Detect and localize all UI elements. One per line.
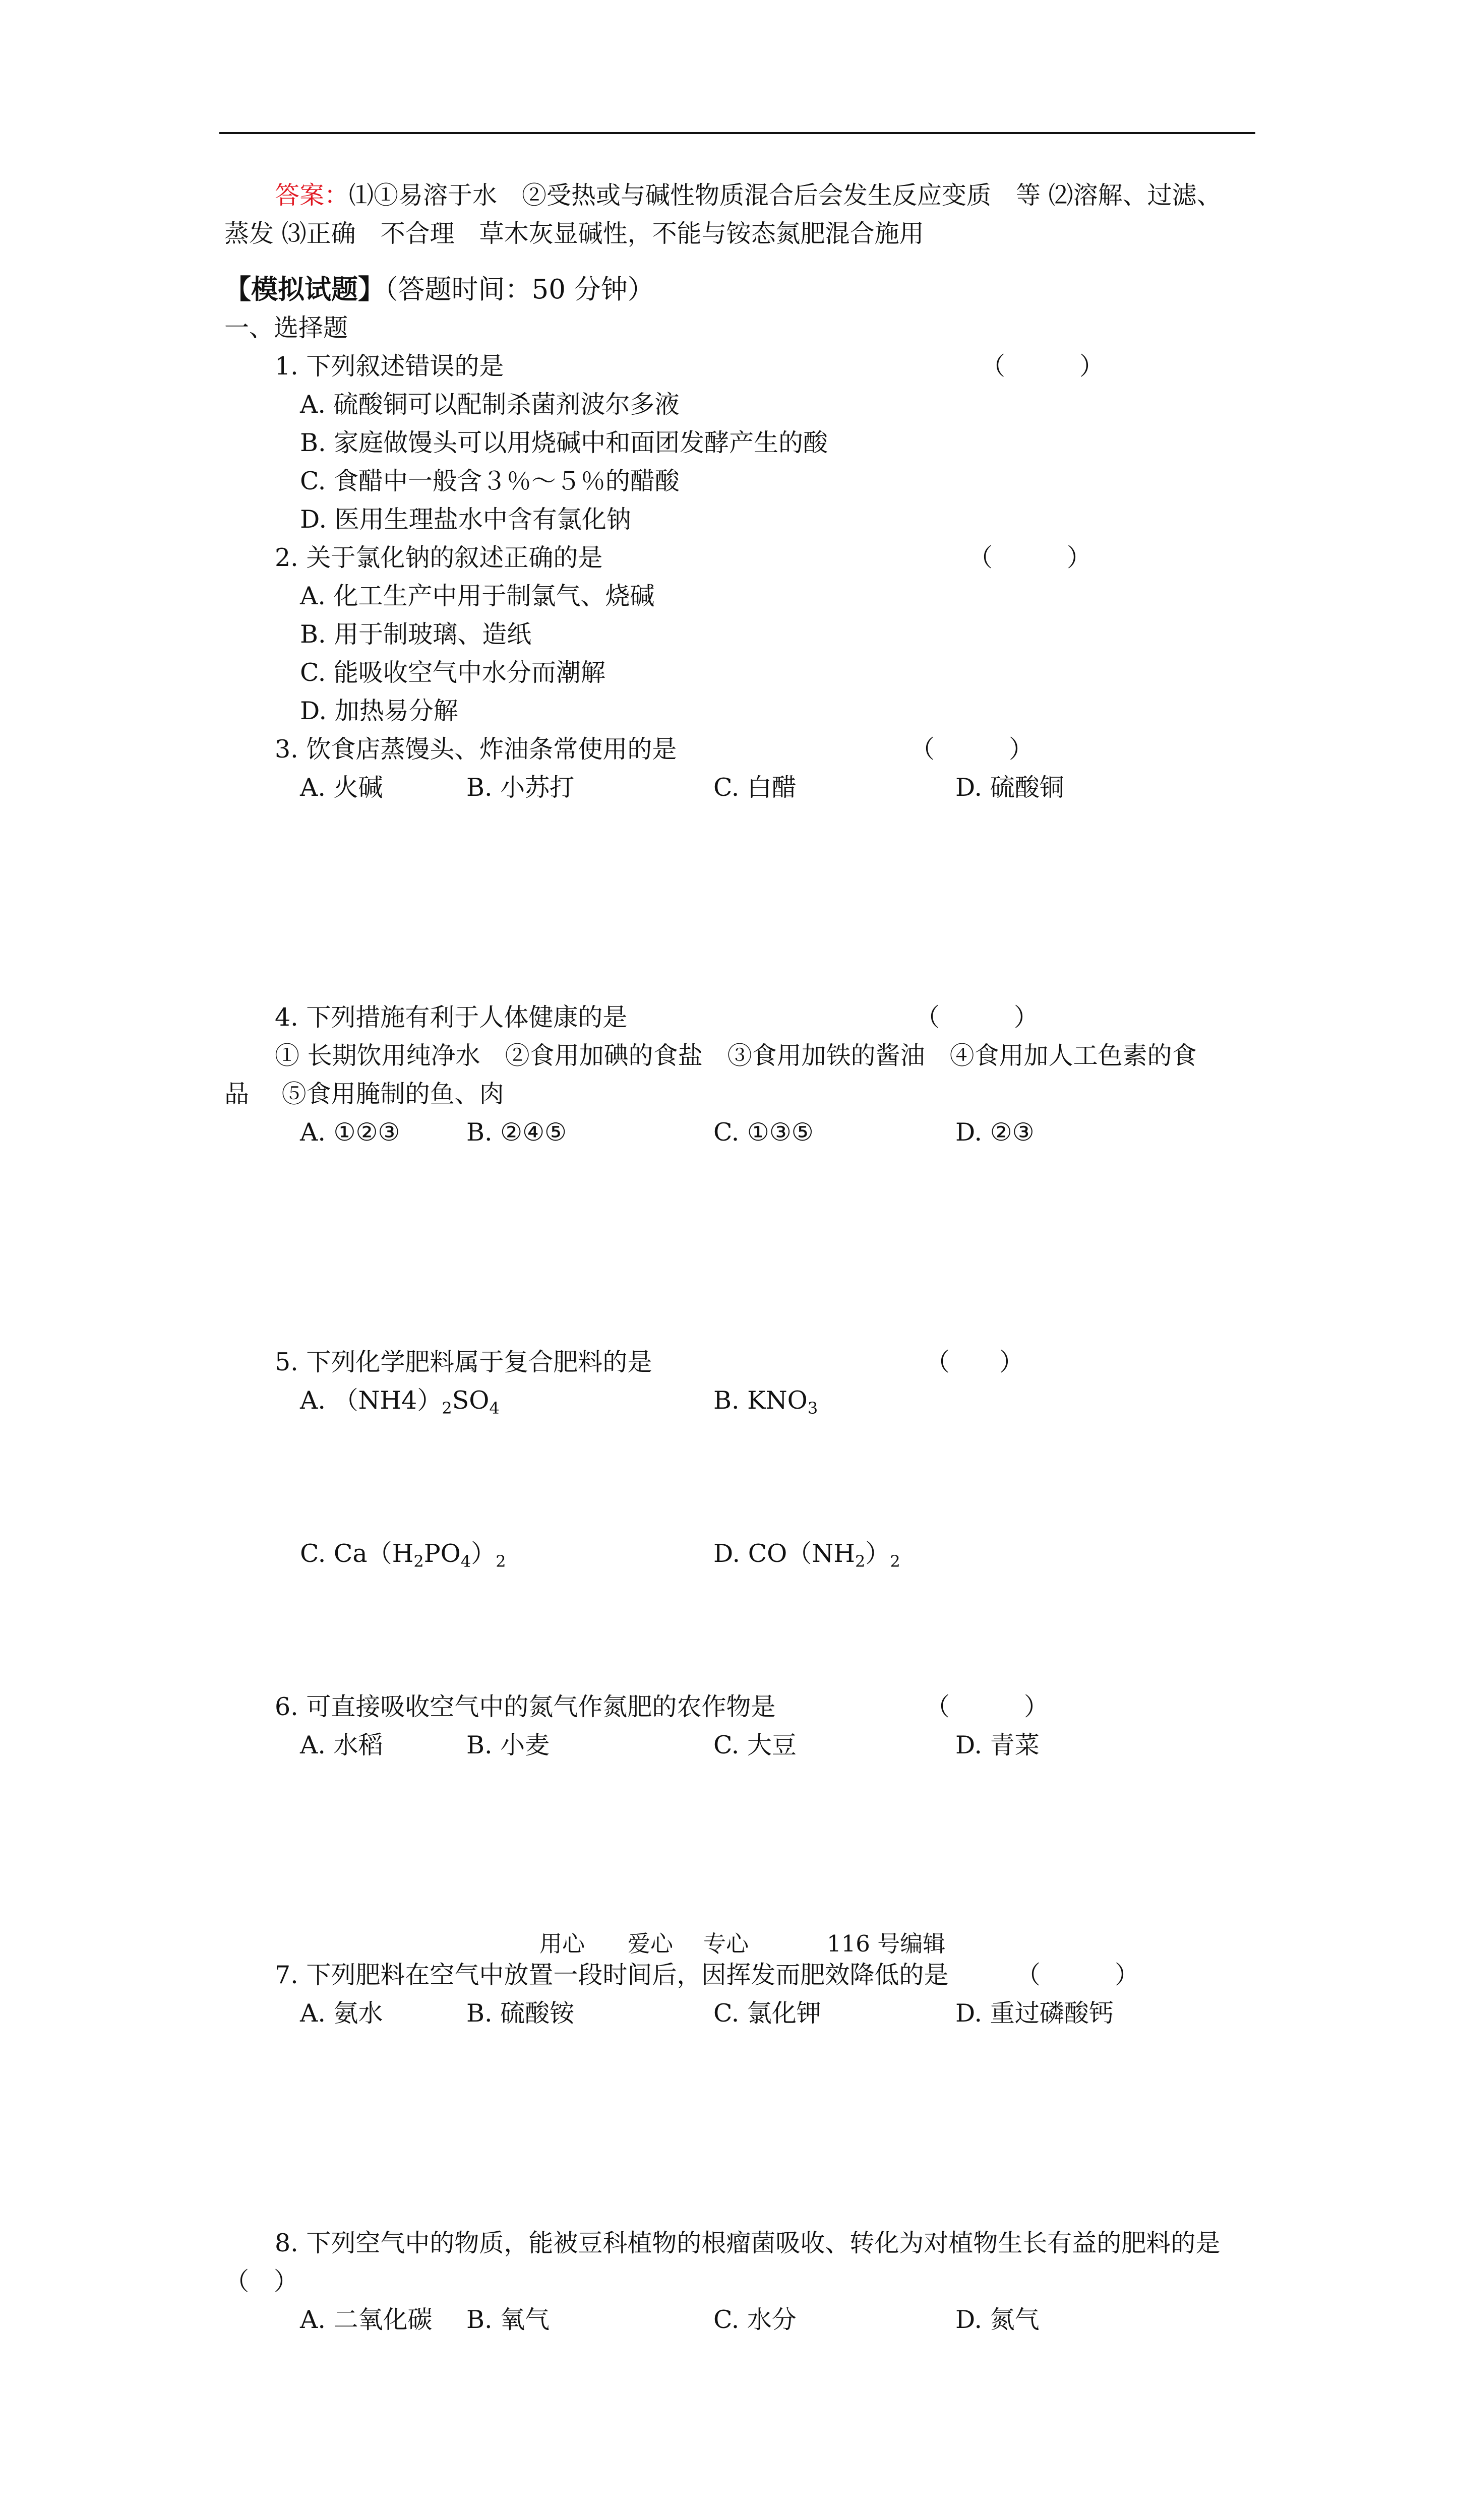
q4-option-b: B. ②④⑤ [466,1118,567,1147]
q6-options [224,1726,1260,1956]
answer-label: 答案： [275,181,349,210]
q1-option-d: D. 医用生理盐水中含有氯化钠 [300,505,631,534]
q7-option-d: D. 重过磷酸钙 [955,1999,1114,2028]
q1-option-b: B. 家庭做馒头可以用烧碱中和面团发酵产生的酸 [300,428,828,457]
q7-option-c: C. 氯化钾 [713,1999,821,2028]
q1-option-c: C. 食醋中一般含３％～５％的醋酸 [300,467,680,495]
answer-bracket: （ ） [925,1348,1024,1376]
answer-bracket: （ ） [1016,1961,1140,1989]
question-3: 3. 饮食店蒸馒头、炸油条常使用的是 （ ） [224,730,1260,769]
q5-option-b: B. $KNO_3$ [713,1386,818,1418]
q6-option-c: C. 大豆 [713,1731,797,1759]
question-8: 8. 下列空气中的物质，能被豆科植物的根瘤菌吸收、转化为对植物生长有益的肥料的是 [275,2229,1221,2257]
q4-items-line-1: ① 长期饮用纯净水 ②食用加碘的食盐 ③食用加铁的酱油 ④食用加人工色素的食 [275,1041,1197,1070]
q5-option-a: A. $(NH4)_2SO_4$ [300,1386,500,1418]
footer-text-3: 专心 [703,1930,749,1957]
answer-bracket: （ ） [981,352,1105,381]
question-7: 7. 下列肥料在空气中放置一段时间后，因挥发而肥效降低的是 （ ） [224,1956,1260,1994]
q5-option-d: D. $CO(NH_2)_2$ [713,1539,900,1571]
question-5: 5. 下列化学肥料属于复合肥料的是 （ ） [224,1343,1260,1381]
question-6: 6. 可直接吸收空气中的氮气作氮肥的农作物是 （ ） [224,1688,1260,1726]
q8-bracket: （ ） [224,2267,299,2296]
answer-bracket: （ ） [968,543,1092,572]
q5-options-ab [224,1381,1260,1535]
q6-option-b: B. 小麦 [466,1731,550,1759]
q6-option-a: A. 水稻 [300,1731,383,1759]
q8-option-a: A. 二氧化碳 [300,2305,433,2334]
footer-text-4: 116 号编辑 [827,1930,946,1957]
answer-line-2: 蒸发 ⑶正确 不合理 草木灰显碱性，不能与铵态氮肥混合施用 [224,219,924,248]
q4-option-a: A. ①②③ [300,1118,400,1147]
footer-text-1: 用心 [539,1930,585,1957]
q6-option-d: D. 青菜 [955,1731,1040,1759]
q3-option-c: C. 白醋 [713,773,797,802]
q5-options-cd [224,1535,1260,1688]
q7-options [224,1994,1260,2224]
q8-option-b: B. 氧气 [466,2305,550,2334]
question-4: 4. 下列措施有利于人体健康的是 （ ） [224,998,1260,1037]
q3-option-b: B. 小苏打 [466,773,575,802]
question-2: 2. 关于氯化钠的叙述正确的是 （ ） [224,539,1260,577]
q4-options [224,1113,1260,1343]
answer-bracket: （ ） [915,1003,1039,1032]
q2-option-b: B. 用于制玻璃、造纸 [300,620,532,649]
answer-bracket: （ ） [925,1692,1049,1721]
q3-option-d: D. 硫酸铜 [955,773,1064,802]
q3-option-a: A. 火碱 [300,773,383,802]
footer-text-2: 爱心 [628,1930,674,1957]
q7-option-b: B. 硫酸铵 [466,1999,575,2028]
question-1: 1. 下列叙述错误的是 （ ） [224,347,1260,386]
q1-option-a: A. 硫酸铜可以配制杀菌剂波尔多液 [300,390,680,419]
q2-option-d: D. 加热易分解 [300,697,458,725]
answer-line-1: 答案：⑴①易溶于水 ②受热或与碱性物质混合后会发生反应变质 等 ⑵溶解、过滤、 [275,181,1222,210]
section-choice-title: 一、选择题 [224,313,348,342]
q3-options [224,769,1260,998]
q8-options [224,2301,1260,2520]
header-rule [219,132,1255,134]
q2-option-c: C. 能吸收空气中水分而潮解 [300,658,605,687]
q5-option-c: C. $Ca(H_2PO_4)_2$ [300,1539,506,1571]
q7-option-a: A. 氨水 [300,1999,383,2028]
exam-heading: 【模拟试题】（答题时间：50 分钟） [224,274,654,305]
q8-option-d: D. 氮气 [955,2305,1040,2334]
q4-option-d: D. ②③ [955,1118,1035,1147]
q4-items-line-2: 品 ⑤食用腌制的鱼、肉 [224,1080,504,1108]
q8-option-c: C. 水分 [713,2305,797,2334]
answer-bracket: （ ） [910,735,1034,764]
q4-option-c: C. ①③⑤ [713,1118,814,1147]
document-body [224,176,1260,2520]
q2-option-a: A. 化工生产中用于制氯气、烧碱 [300,582,655,610]
